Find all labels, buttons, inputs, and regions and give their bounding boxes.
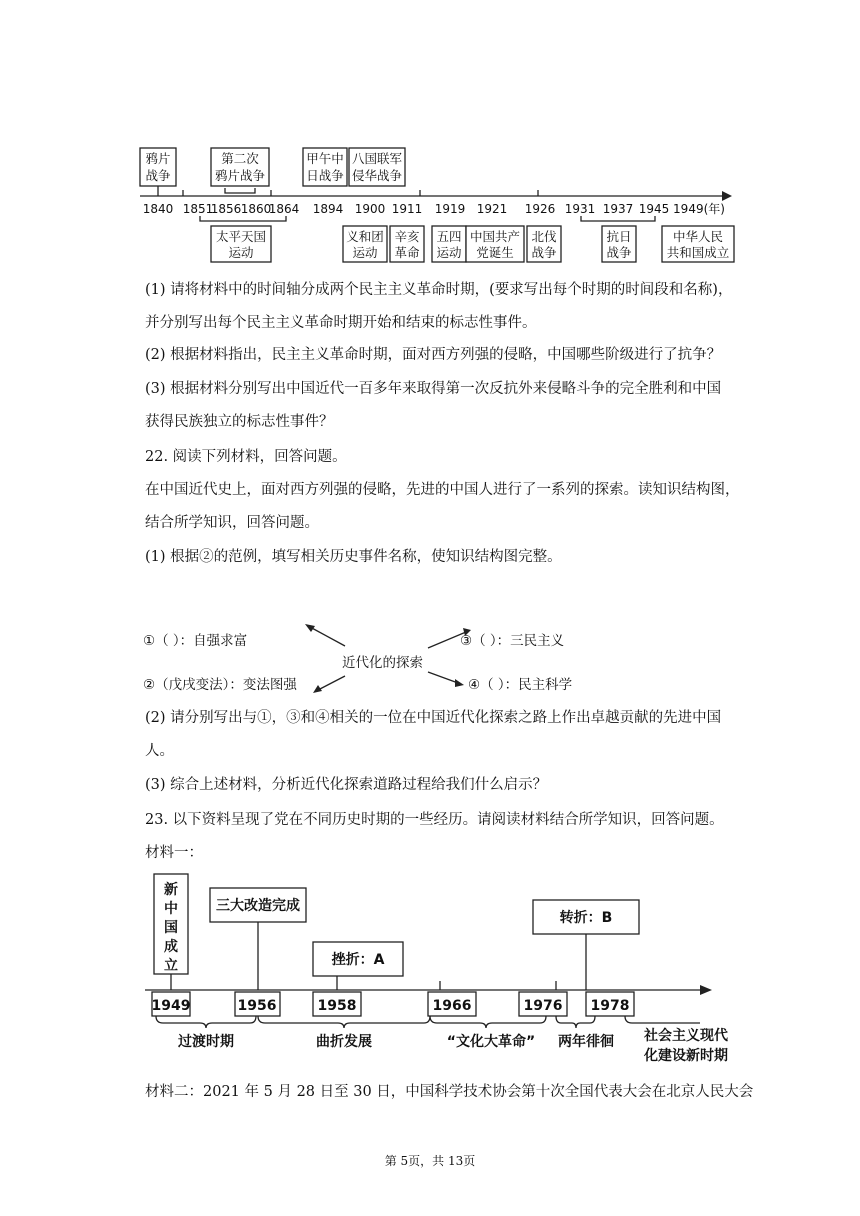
anti-japanese-bracket bbox=[581, 216, 655, 221]
svg-text:三大改造完成: 三大改造完成 bbox=[216, 898, 300, 914]
svg-text:中国共产: 中国共产 bbox=[469, 229, 521, 244]
event-opium-war bbox=[140, 148, 176, 196]
timeline1-years bbox=[143, 201, 725, 216]
svg-text:鸦片: 鸦片 bbox=[145, 151, 171, 166]
event-cpc-founding bbox=[466, 226, 524, 262]
svg-text:成: 成 bbox=[164, 939, 178, 955]
diagram-item-4: ④（ ）：民主科学 bbox=[468, 677, 573, 693]
svg-text:运动: 运动 bbox=[352, 245, 378, 260]
diagram-item-1: ①（ ）：自强求富 bbox=[143, 633, 248, 649]
svg-text:国: 国 bbox=[164, 920, 178, 936]
period-cultural-revolution: “文化大革命” bbox=[446, 1034, 536, 1050]
q21-part1-line1: (1) 请将材料中的时间轴分成两个民主主义革命时期，(要求写出每个时期的时间段和名称)， bbox=[145, 282, 733, 298]
q22-part2-line2: 人。 bbox=[145, 743, 174, 759]
svg-text:挫折：A: 挫折：A bbox=[331, 952, 385, 968]
svg-text:1900: 1900 bbox=[354, 202, 386, 216]
q23-material1-label: 材料一： bbox=[145, 845, 203, 861]
svg-text:1840: 1840 bbox=[142, 202, 174, 216]
q23-material2: 材料二：2021 年 5 月 28 日至 30 日，中国科学技术协会第十次全国代表大会在北京人民大会 bbox=[145, 1084, 754, 1100]
event-boxer bbox=[343, 226, 387, 262]
svg-text:党诞生: 党诞生 bbox=[476, 245, 514, 260]
svg-text:转折：B: 转折：B bbox=[559, 910, 613, 926]
svg-text:运动: 运动 bbox=[436, 245, 462, 260]
event-second-opium-war bbox=[211, 148, 269, 193]
page-footer: 第 5页，共 13页 bbox=[384, 1154, 476, 1168]
svg-text:战争: 战争 bbox=[145, 168, 171, 183]
period-new-era-line1: 社会主义现代 bbox=[644, 1028, 728, 1044]
event-taiping bbox=[211, 226, 271, 262]
q21-part3-line1: (3) 根据材料分别写出中国近代一百多年来取得第一次反抗外来侵略斗争的完全胜利和中国 bbox=[145, 381, 722, 397]
svg-text:1919: 1919 bbox=[434, 202, 466, 216]
svg-text:1949: 1949 bbox=[151, 998, 191, 1014]
svg-text:新: 新 bbox=[164, 882, 178, 898]
period-two-years: 两年徘徊 bbox=[558, 1034, 614, 1050]
svg-text:八国联军: 八国联军 bbox=[351, 151, 403, 166]
diagram-item-3: ③（ ）：三民主义 bbox=[460, 633, 565, 649]
modernization-diagram bbox=[0, 610, 860, 700]
box-turn-b bbox=[533, 900, 639, 990]
svg-text:1856: 1856 bbox=[210, 202, 242, 216]
timeline2-brackets bbox=[156, 1016, 700, 1028]
period-tortuous: 曲折发展 bbox=[316, 1034, 372, 1050]
svg-text:1978: 1978 bbox=[590, 998, 630, 1014]
q21-part1-line2: 并分别写出每个民主主义革命时期开始和结束的标志性事件。 bbox=[145, 315, 537, 331]
diagram-item-2: ②（戊戌变法）：变法图强 bbox=[143, 677, 297, 693]
period-transition: 过渡时期 bbox=[178, 1034, 234, 1050]
event-eight-nation-alliance bbox=[349, 148, 405, 186]
svg-text:1937: 1937 bbox=[602, 202, 634, 216]
svg-text:战争: 战争 bbox=[531, 245, 557, 260]
svg-text:1926: 1926 bbox=[524, 202, 556, 216]
timeline2-years bbox=[152, 992, 634, 1016]
period-new-era-line2: 化建设新时期 bbox=[644, 1048, 728, 1064]
svg-text:1864: 1864 bbox=[268, 202, 300, 216]
svg-text:日战争: 日战争 bbox=[306, 168, 344, 183]
q21-part3-line2: 获得民族独立的标志性事件？ bbox=[145, 414, 334, 430]
diagram-center: 近代化的探索 bbox=[342, 655, 423, 671]
svg-text:共和国成立: 共和国成立 bbox=[666, 245, 730, 260]
svg-text:太平天国: 太平天国 bbox=[215, 229, 267, 244]
event-may-fourth bbox=[432, 226, 466, 262]
svg-text:1958: 1958 bbox=[317, 998, 357, 1014]
svg-text:运动: 运动 bbox=[228, 245, 254, 260]
svg-text:1921: 1921 bbox=[476, 202, 508, 216]
axis2-arrow bbox=[700, 985, 712, 995]
svg-text:第二次: 第二次 bbox=[221, 151, 259, 166]
svg-text:1949(年): 1949(年) bbox=[673, 202, 725, 216]
q21-part2: (2) 根据材料指出，民主主义革命时期，面对西方列强的侵略，中国哪些阶级进行了抗争？ bbox=[145, 347, 722, 363]
svg-text:1894: 1894 bbox=[312, 202, 344, 216]
svg-text:中: 中 bbox=[164, 901, 178, 917]
svg-text:1911: 1911 bbox=[391, 202, 423, 216]
svg-text:1945: 1945 bbox=[638, 202, 670, 216]
svg-text:北伐: 北伐 bbox=[531, 229, 557, 244]
event-xinhai bbox=[390, 226, 424, 262]
svg-text:义和团: 义和团 bbox=[346, 229, 384, 244]
axis-arrow bbox=[722, 191, 732, 201]
svg-text:甲午中: 甲午中 bbox=[306, 151, 344, 166]
timeline-party-history bbox=[0, 866, 860, 1076]
svg-text:1956: 1956 bbox=[237, 998, 277, 1014]
svg-text:1851: 1851 bbox=[182, 202, 214, 216]
q22-intro-line2: 结合所学知识，回答问题。 bbox=[145, 515, 319, 531]
svg-text:立: 立 bbox=[164, 958, 178, 974]
svg-text:中华人民: 中华人民 bbox=[672, 229, 724, 244]
event-anti-japanese-war bbox=[602, 226, 636, 262]
timeline-modern-history bbox=[0, 0, 860, 270]
svg-text:抗日: 抗日 bbox=[606, 229, 632, 244]
q23-title: 23. 以下资料呈现了党在不同历史时期的一些经历。请阅读材料结合所学知识，回答问题。 bbox=[145, 812, 724, 828]
svg-text:1966: 1966 bbox=[432, 998, 472, 1014]
svg-text:侵华战争: 侵华战争 bbox=[351, 168, 403, 183]
svg-text:五四: 五四 bbox=[436, 229, 462, 244]
q22-intro-line1: 在中国近代史上，面对西方列强的侵略，先进的中国人进行了一系列的探索。读知识结构图， bbox=[145, 482, 740, 498]
box-prc-founding bbox=[154, 874, 188, 990]
svg-text:鸦片战争: 鸦片战争 bbox=[214, 168, 266, 183]
event-prc-founding bbox=[662, 226, 734, 262]
event-sino-japanese-war bbox=[303, 148, 347, 186]
svg-text:1931: 1931 bbox=[564, 202, 596, 216]
q22-part2-line1: (2) 请分别写出与①，③和④相关的一位在中国近代化探索之路上作出卓越贡献的先进中国 bbox=[145, 710, 722, 726]
taiping-bracket bbox=[200, 216, 286, 221]
box-setback-a bbox=[313, 942, 403, 990]
svg-text:革命: 革命 bbox=[394, 245, 420, 260]
q22-part3: (3) 综合上述材料，分析近代化探索道路过程给我们什么启示？ bbox=[145, 777, 548, 793]
svg-text:1860: 1860 bbox=[240, 202, 272, 216]
svg-text:1976: 1976 bbox=[523, 998, 563, 1014]
box-three-reforms bbox=[210, 888, 306, 990]
q22-title: 22. 阅读下列材料，回答问题。 bbox=[145, 449, 347, 465]
svg-text:辛亥: 辛亥 bbox=[394, 229, 420, 244]
event-northern-expedition bbox=[527, 226, 561, 262]
svg-text:战争: 战争 bbox=[606, 245, 632, 260]
q22-part1: (1) 根据②的范例，填写相关历史事件名称，使知识结构图完整。 bbox=[145, 549, 562, 565]
